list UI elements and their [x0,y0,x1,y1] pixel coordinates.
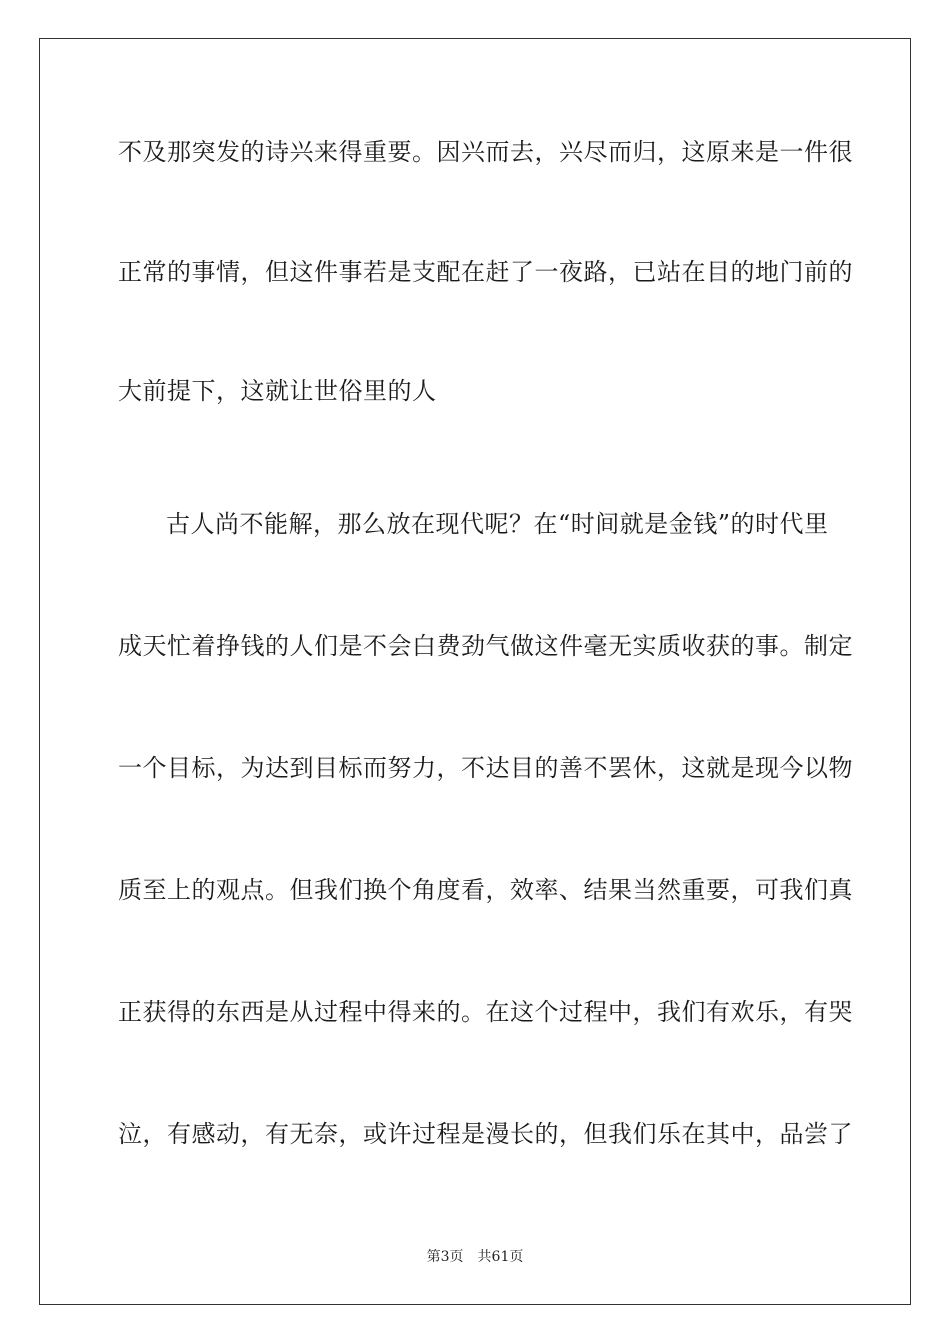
text-line-2: 正常的事情，但这件事若是支配在赶了一夜路，已站在目的地门前的 [118,258,853,286]
text-line-5: 成天忙着挣钱的人们是不会白费劲气做这件毫无实质收获的事。制定 [118,632,853,660]
text-line-6: 一个目标，为达到目标而努力，不达目的善不罢休，这就是现今以物 [118,754,853,782]
page-footer [0,1247,950,1267]
page-total: 共61页 [477,1249,524,1265]
page-border [39,38,911,1305]
paragraph-first-line: 古人尚不能解，那么放在现代呢？在“时间就是金钱”的时代里 [166,510,829,538]
text-line-1: 不及那突发的诗兴来得重要。因兴而去，兴尽而归，这原来是一件很 [118,138,853,166]
text-line-7: 质至上的观点。但我们换个角度看，效率、结果当然重要，可我们真 [118,876,853,904]
text-line-9: 泣，有感动，有无奈，或许过程是漫长的，但我们乐在其中，品尝了 [118,1120,853,1148]
text-line-8: 正获得的东西是从过程中得来的。在这个过程中，我们有欢乐，有哭 [118,998,853,1026]
text-line-3: 大前提下，这就让世俗里的人 [118,377,437,405]
page-number: 第3页 [426,1249,464,1265]
